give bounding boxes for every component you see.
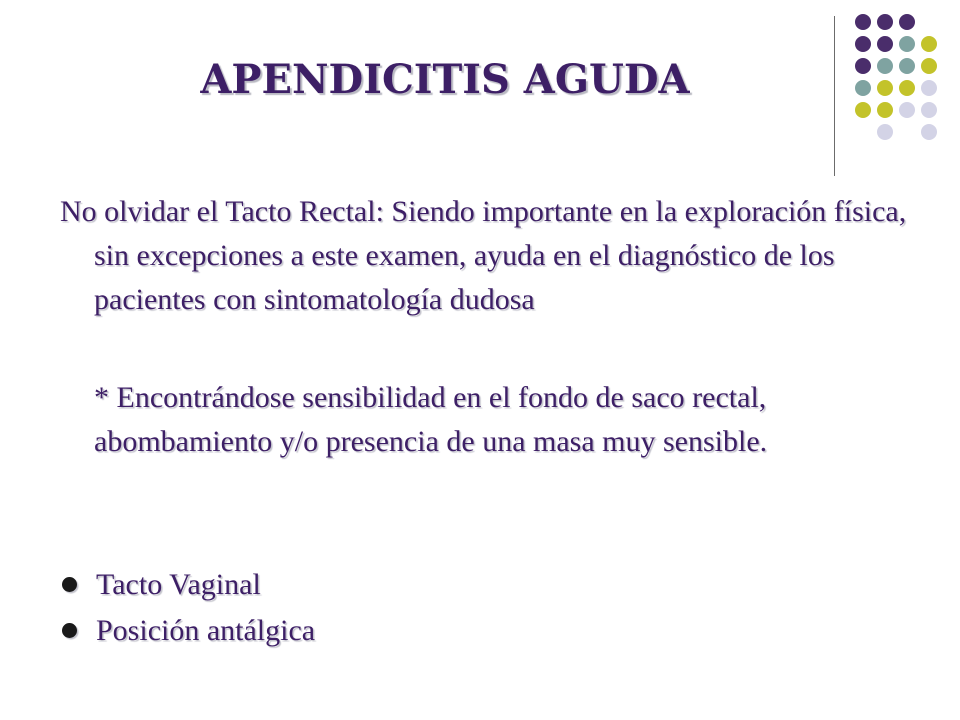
decorative-dot [855,36,871,52]
paragraph-tacto-rectal: No olvidar el Tacto Rectal: Siendo importante en la exploración física, sin excepciones a este examen, ayuda en el diagnóstico de los pacientes con sintomatología dudosa [60,195,907,316]
bullet-dot-icon [62,623,77,638]
bullet-dot-icon [62,577,77,592]
decorative-dot [921,36,937,52]
decorative-dot [921,80,937,96]
decorative-dot [899,36,915,52]
decorative-dot [877,124,893,140]
decorative-dot [899,58,915,74]
decorative-dot [855,14,871,30]
paragraph-sensibilidad: * Encontrándose sensibilidad en el fondo de saco rectal, abombamiento y/o presencia de una masa muy sensible. [94,381,768,458]
decorative-dot [899,102,915,118]
bullet-item-label: Tacto Vaginal [96,568,261,601]
decorative-dot [921,58,937,74]
decorative-dot [877,36,893,52]
decorative-dot [921,102,937,118]
bullet-item-tacto-vaginal [60,562,315,608]
bullet-item-posicion-antalgica [60,608,315,654]
bullet-list [60,562,315,654]
decorative-dot [899,14,915,30]
decorative-dot [899,80,915,96]
bullet-item-label: Posición antálgica [96,614,316,647]
decorative-dot [877,14,893,30]
decorative-dot [921,124,937,140]
slide-title: APENDICITIS AGUDA [200,56,690,103]
